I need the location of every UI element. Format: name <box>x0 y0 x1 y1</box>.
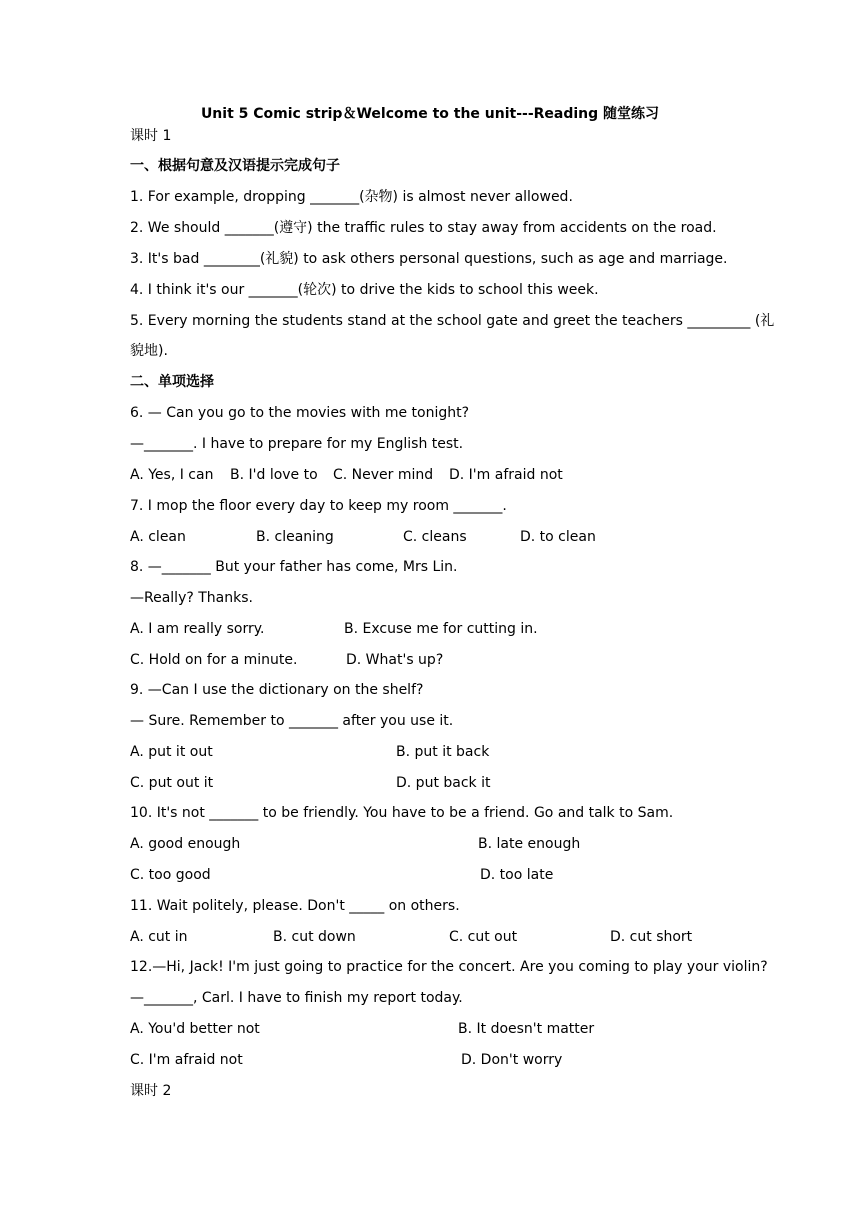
question-6-response: —_______. I have to prepare for my English test. <box>130 436 464 452</box>
question-12: 12.—Hi, Jack! I'm just going to practice for the concert. Are you coming to play your violin? <box>130 959 768 975</box>
option-d: D. What's up? <box>346 652 444 668</box>
option-d: D. cut short <box>610 929 693 945</box>
question-10-options-row-1 <box>130 834 750 854</box>
question-7-options <box>130 527 750 547</box>
option-b: B. cleaning <box>256 529 334 545</box>
option-c: C. I'm afraid not <box>130 1052 243 1068</box>
option-d: D. I'm afraid not <box>449 467 563 483</box>
question-12-options-row-1 <box>130 1019 750 1039</box>
lesson-label-2: 课时 2 <box>130 1083 172 1099</box>
option-b: B. Excuse me for cutting in. <box>344 621 538 637</box>
question-11-options <box>130 927 750 947</box>
question-10-options-row-2 <box>130 865 750 885</box>
question-8-options-row-2 <box>130 650 750 670</box>
option-c: C. too good <box>130 867 211 883</box>
question-8-response: —Really? Thanks. <box>130 590 253 606</box>
document-title: Unit 5 Comic strip＆Welcome to the unit---Reading 随堂练习 <box>200 106 660 122</box>
lesson-label-1: 课时 1 <box>130 128 172 144</box>
option-b: B. put it back <box>396 744 490 760</box>
option-c: C. cleans <box>403 529 467 545</box>
option-a: A. Yes, I can <box>130 467 214 483</box>
option-a: A. clean <box>130 529 186 545</box>
question-12-response: —_______, Carl. I have to finish my report today. <box>130 990 463 1006</box>
question-1: 1. For example, dropping _______(杂物) is almost never allowed. <box>130 189 573 205</box>
section-heading-2: 二、单项选择 <box>130 374 214 390</box>
question-10: 10. It's not _______ to be friendly. You have to be a friend. Go and talk to Sam. <box>130 805 674 821</box>
option-b: B. cut down <box>273 929 356 945</box>
option-d: D. too late <box>480 867 554 883</box>
option-c: C. Hold on for a minute. <box>130 652 298 668</box>
option-a: A. You'd better not <box>130 1021 260 1037</box>
option-b: B. I'd love to <box>230 467 318 483</box>
option-c: C. cut out <box>449 929 518 945</box>
option-c: C. put out it <box>130 775 214 791</box>
option-a: A. good enough <box>130 836 241 852</box>
question-9-options-row-2 <box>130 773 750 793</box>
question-9-response: — Sure. Remember to _______ after you use it. <box>130 713 454 729</box>
option-b: B. It doesn't matter <box>458 1021 595 1037</box>
question-2: 2. We should _______(遵守) the traffic rules to stay away from accidents on the road. <box>130 220 717 236</box>
question-11: 11. Wait politely, please. Don't _____ on others. <box>130 898 460 914</box>
question-8: 8. —_______ But your father has come, Mrs Lin. <box>130 559 458 575</box>
question-12-options-row-2 <box>130 1050 750 1070</box>
section-heading-1: 一、根据句意及汉语提示完成句子 <box>130 158 340 174</box>
question-4: 4. I think it's our _______(轮次) to drive the kids to school this week. <box>130 282 599 298</box>
question-7: 7. I mop the floor every day to keep my room _______. <box>130 498 507 514</box>
option-d: D. Don't worry <box>461 1052 563 1068</box>
question-5-continued: 貌地). <box>130 343 168 359</box>
question-9-options-row-1 <box>130 742 750 762</box>
option-d: D. put back it <box>396 775 491 791</box>
question-6: 6. — Can you go to the movies with me tonight? <box>130 405 470 421</box>
option-a: A. cut in <box>130 929 188 945</box>
option-b: B. late enough <box>478 836 581 852</box>
option-d: D. to clean <box>520 529 596 545</box>
question-8-options-row-1 <box>130 619 750 639</box>
question-6-options <box>130 465 750 485</box>
option-a: A. I am really sorry. <box>130 621 265 637</box>
question-9: 9. —Can I use the dictionary on the shelf? <box>130 682 424 698</box>
question-5: 5. Every morning the students stand at the school gate and greet the teachers _________ (礼 <box>130 313 775 329</box>
option-c: C. Never mind <box>333 467 434 483</box>
option-a: A. put it out <box>130 744 213 760</box>
question-3: 3. It's bad ________(礼貌) to ask others personal questions, such as age and marriage. <box>130 251 728 267</box>
